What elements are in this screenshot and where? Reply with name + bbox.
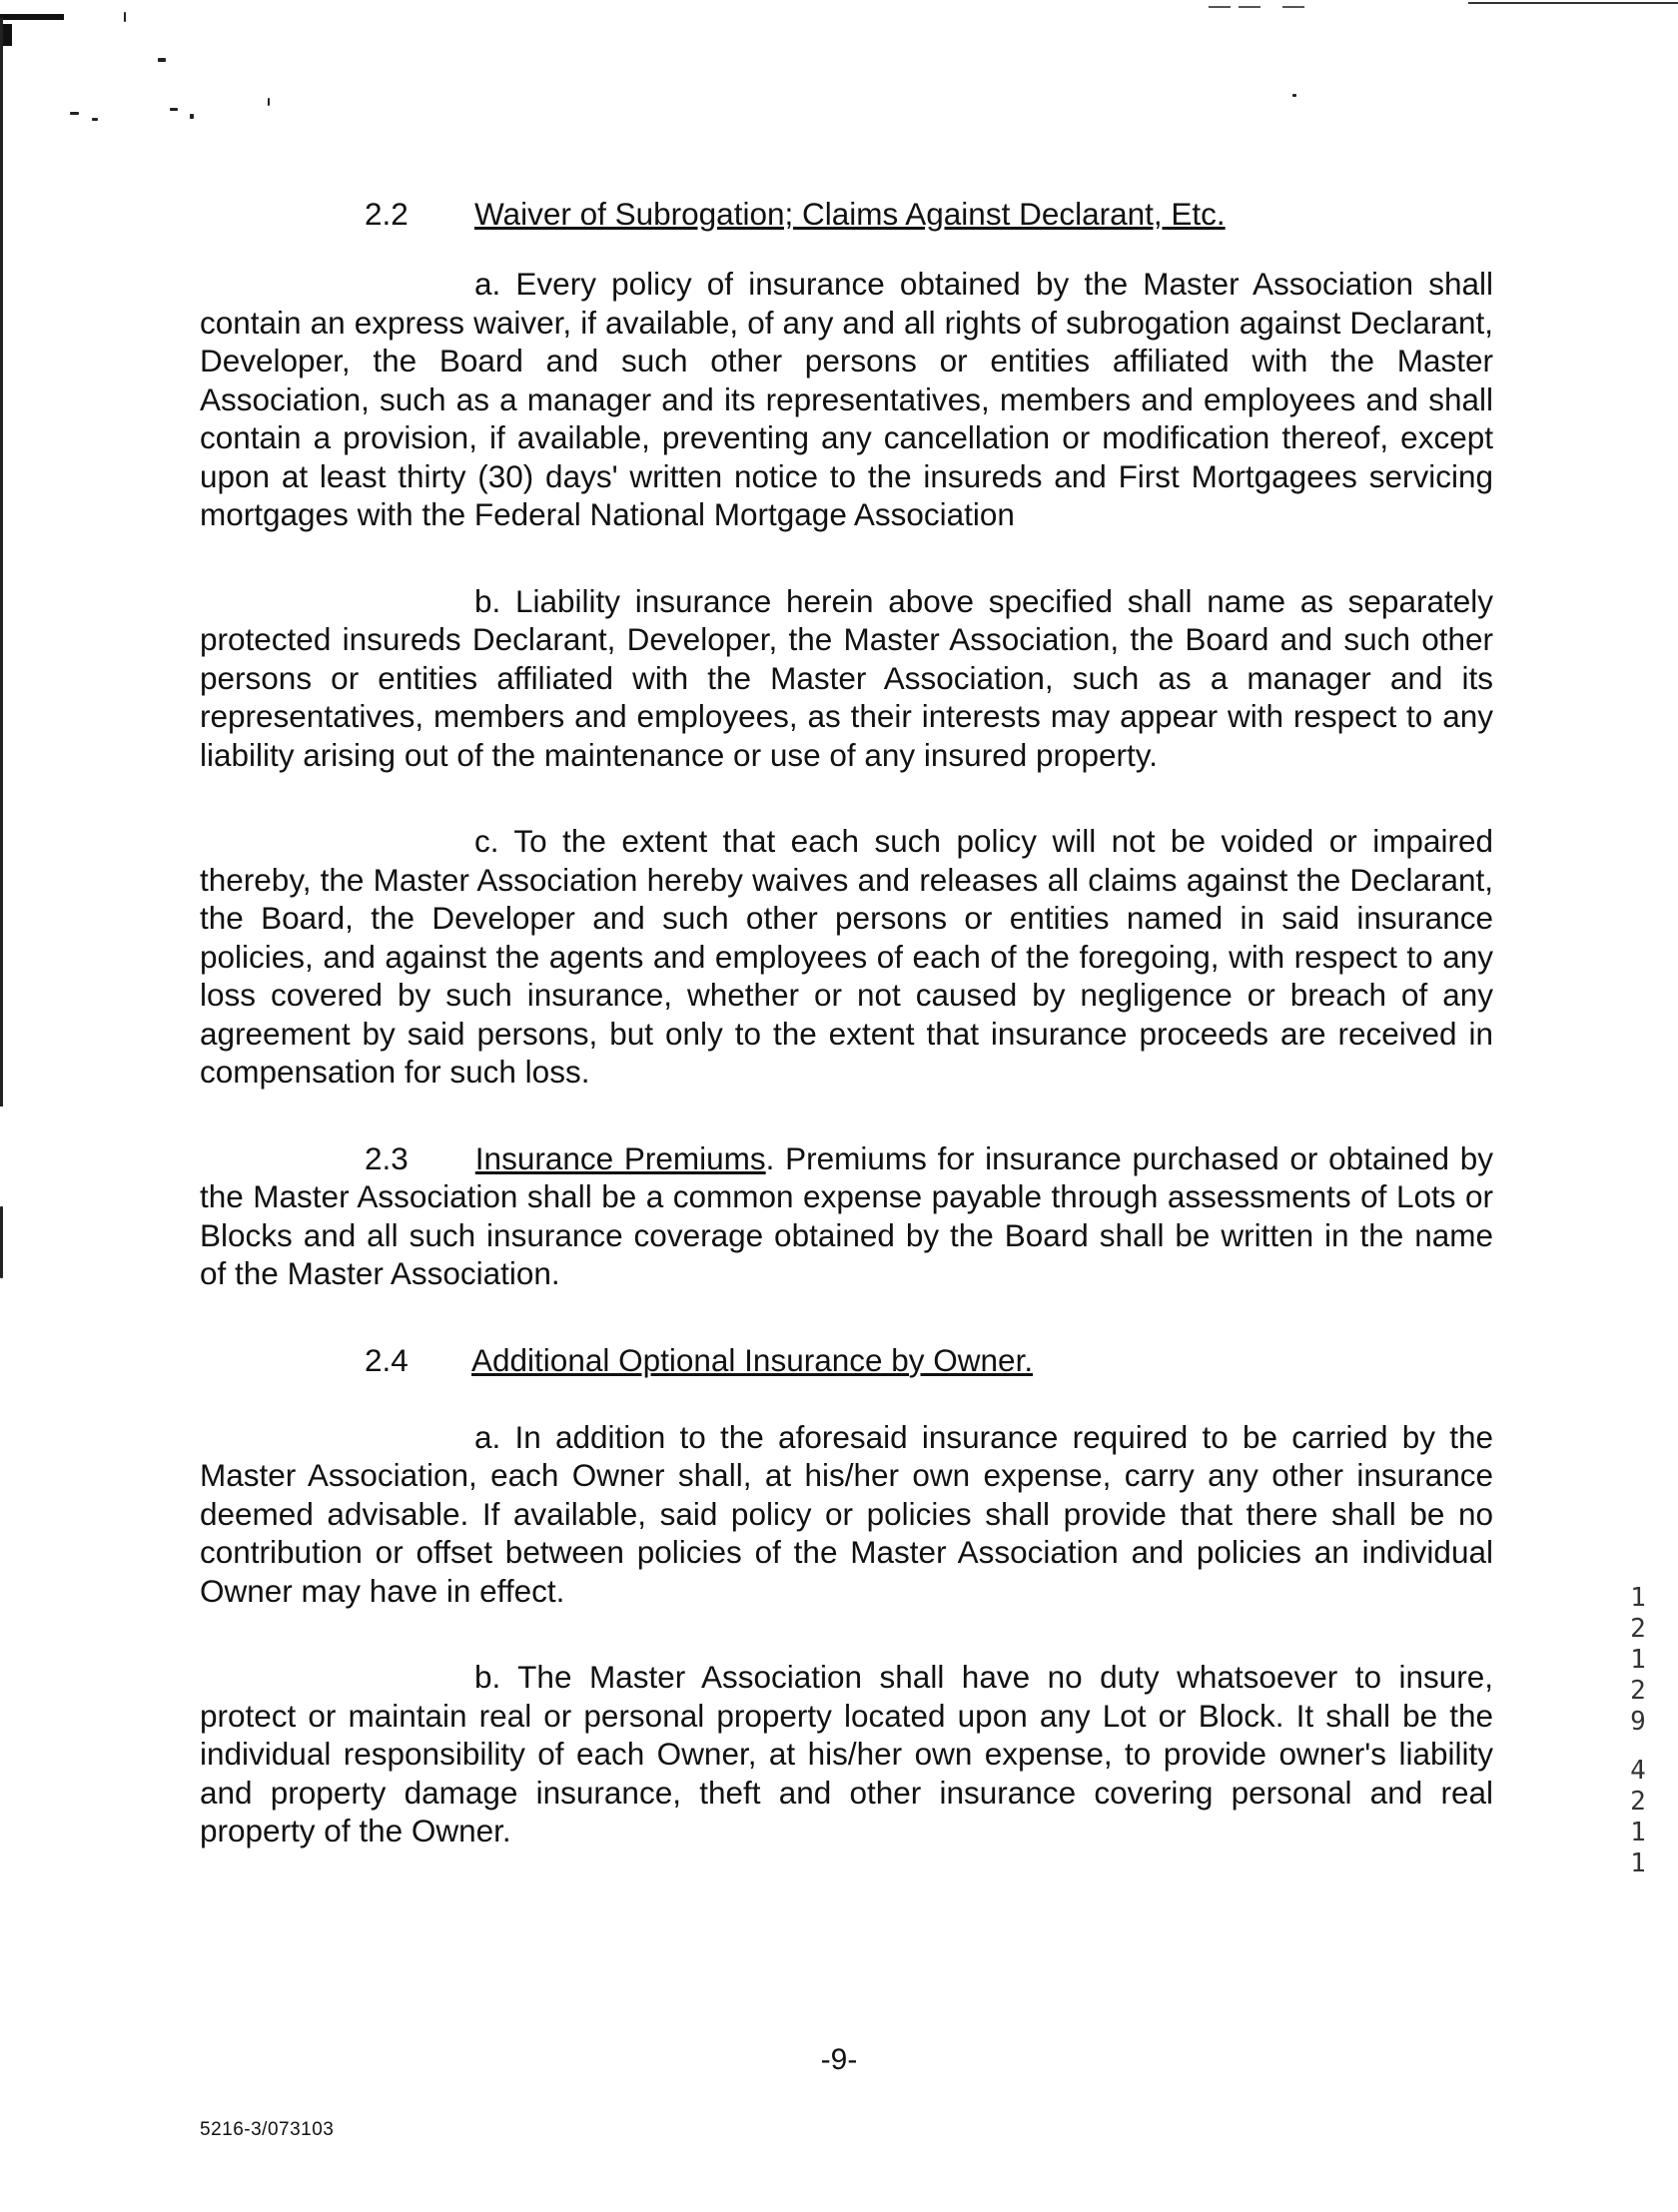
section-2-4-heading bbox=[200, 1341, 1493, 1381]
section-title: Additional Optional Insurance by Owner. bbox=[471, 1341, 1034, 1378]
scan-speck bbox=[190, 114, 194, 119]
scan-artifact-left-edge bbox=[0, 18, 3, 1106]
scan-artifact-top-left bbox=[0, 14, 64, 20]
section-2-2-paragraph-b: b. Liability insurance herein above specified shall name as separately protected insureds Declarant, Developer, the Master Association, the Board and such other persons or entities affiliated with the Master Association, such as a manager and its representatives, members and employees, as their interests may appear with respect to any liability arising out of the maintenance or use of any insured property. bbox=[200, 582, 1493, 773]
document-body bbox=[200, 195, 1493, 1850]
scan-speck bbox=[70, 112, 79, 115]
scan-speck bbox=[92, 118, 98, 121]
section-number: 2.4 bbox=[365, 1341, 409, 1378]
section-number: 2.2 bbox=[365, 196, 409, 232]
stamp-digit: 2 bbox=[1630, 1676, 1646, 1706]
page-number: -9- bbox=[820, 2043, 858, 2076]
stamp-digit: 2 bbox=[1630, 1614, 1646, 1644]
scan-speck bbox=[1292, 94, 1296, 97]
stamp-digit: 1 bbox=[1630, 1818, 1646, 1847]
scan-speck bbox=[0, 1206, 3, 1278]
margin-stamp bbox=[1626, 1583, 1650, 1879]
scan-speck bbox=[268, 98, 270, 106]
scan-artifact-top-rule bbox=[1282, 6, 1304, 8]
section-title: Waiver of Subrogation; Claims Against Declarant, Etc. bbox=[474, 196, 1226, 232]
document-code: 5216-3/073103 bbox=[200, 2119, 335, 2140]
scan-artifact-top-rule bbox=[1209, 6, 1231, 8]
scan-artifact-top-rule bbox=[1239, 6, 1260, 8]
scan-speck bbox=[158, 58, 166, 62]
section-2-4-paragraph-b: b. The Master Association shall have no duty whatsoever to insure, protect or maintain real or personal property located upon any Lot or Block. It shall be the individual responsibility of each Owner, at his/her own expense, to provide owner's liability and property damage insurance, theft and other insurance covering personal and real property of the Owner. bbox=[200, 1659, 1493, 1848]
stamp-digit: 2 bbox=[1630, 1787, 1646, 1817]
scan-speck bbox=[124, 12, 126, 22]
stamp-digit: 1 bbox=[1630, 1645, 1646, 1675]
scan-artifact-top-rule bbox=[1468, 2, 1678, 4]
section-2-4-paragraph-a: a. In addition to the aforesaid insurance required to be carried by the Master Association, each Owner shall, at his/her own expense, carry any other insurance deemed advisable. If available, said policy or policies shall provide that there shall be no contribution or offset between policies of the Master Association and policies an individual Owner may have in effect. bbox=[200, 1418, 1493, 1609]
section-title: Insurance Premiums bbox=[474, 1139, 766, 1176]
stamp-digit: 9 bbox=[1630, 1707, 1646, 1737]
section-2-3-body: . Premiums for insurance purchased or obtained by the Master Association shall be a common expense payable through assessments of Lots or Blocks and all such insurance coverage obtained by the Board shall be written in the name of the Master Association. bbox=[200, 1139, 1493, 1291]
stamp-digit: 1 bbox=[1630, 1583, 1646, 1613]
section-number: 2.3 bbox=[365, 1139, 409, 1176]
scan-speck bbox=[170, 108, 178, 111]
scan-speck bbox=[0, 769, 3, 849]
stamp-digit: 1 bbox=[1630, 1848, 1646, 1878]
section-2-2-paragraph-a: a. Every policy of insurance obtained by the Master Association shall contain an express waiver, if available, of any and all rights of subrogation against Declarant, Developer, the Board and such other persons or entities affiliated with the Master Association, such as a manager and its representatives, members and employees and shall contain a provision, if available, preventing any cancellation or modification thereof, except upon at least thirty (30) days' written notice to the insureds and First Mortgagees servicing mortgages with the Federal National Mortgage Association bbox=[200, 266, 1493, 532]
section-2-3-paragraph bbox=[200, 1139, 1493, 1293]
section-2-2-heading bbox=[200, 195, 1493, 235]
stamp-digit: 4 bbox=[1630, 1756, 1646, 1786]
section-2-2-paragraph-c: c. To the extent that each such policy will not be voided or impaired thereby, the Master Association hereby waives and releases all claims against the Declarant, the Board, the Developer and such other persons or entities named in said insurance policies, and against the agents and employees of each of the foregoing, with respect to any loss covered by such insurance, whether or not caused by negligence or breach of any agreement by said persons, but only to the extent that insurance proceeds are received in compensation for such loss. bbox=[200, 823, 1493, 1090]
